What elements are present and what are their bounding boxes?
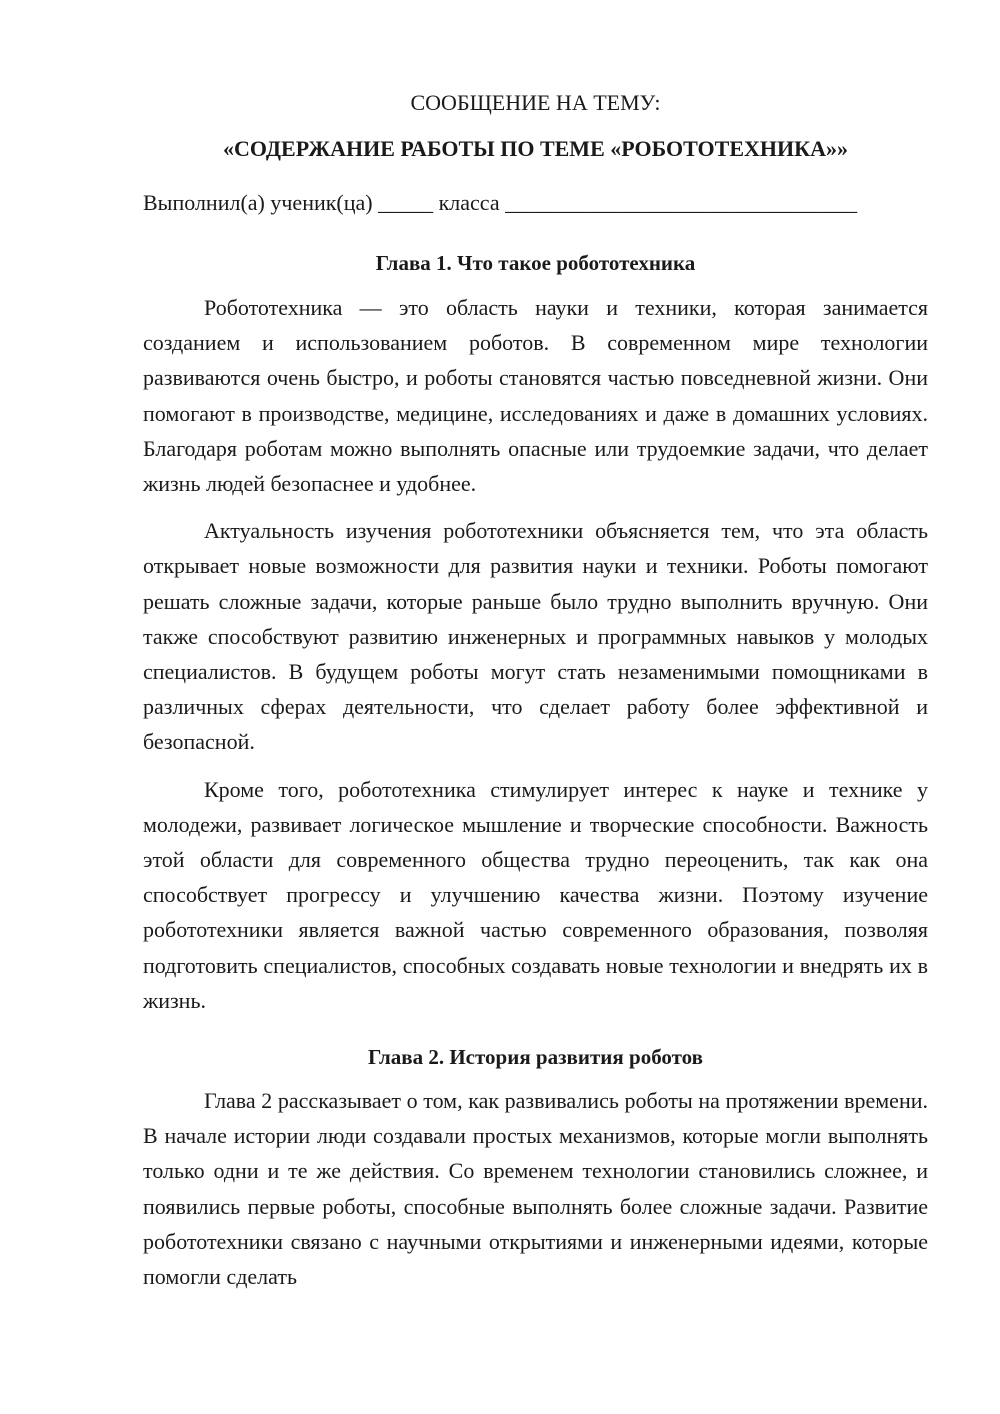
chapter-2-body — [143, 1083, 928, 1294]
chapter-1-paragraph-1: Робототехника — это область науки и техники, которая занимается созданием и использованием роботов. В современном мире технологии развиваются очень быстро, и роботы становятся частью повседневной жизни. Они помогают в производстве, медицине, исследованиях и даже в домашних условиях. Благодаря роботам можно выполнять опасные или трудоемкие задачи, что делает жизнь людей безопаснее и удобнее. — [143, 295, 928, 497]
chapter-1-paragraph-2: Актуальность изучения робототехники объясняется тем, что эта область открывает новые возможности для развития науки и техники. Роботы помогают решать сложные задачи, которые раньше было трудно выполнить вручную. Они также способствуют развитию инженерных и программных навыков у молодых специалистов. В будущем роботы могут стать незаменимыми помощниками в различных сферах деятельности, что сделает работу более эффективной и безопасной. — [143, 518, 928, 755]
document-page — [143, 88, 928, 1294]
chapter-2-heading: Глава 2. История развития роботов — [367, 1045, 703, 1070]
document-title-line-1: СООБЩЕНИЕ НА ТЕМУ: — [410, 90, 661, 115]
chapter-1-heading: Глава 1. Что такое робототехника — [375, 251, 696, 275]
chapter-2-paragraph-1: Глава 2 рассказывает о том, как развивались роботы на протяжении времени. В начале истории люди создавали простых механизмов, которые могли выполнять только одни и те же действия. Со временем технологии становились сложнее, и появились первые роботы, способные выполнять более сложные задачи. Развитие робототехники связано с научными открытиями и инженерными идеями, которые помогли сделать — [143, 1088, 928, 1290]
document-title-line-2: «СОДЕРЖАНИЕ РАБОТЫ ПО ТЕМЕ «РОБОТОТЕХНИКА»» — [223, 136, 848, 161]
chapter-1-paragraph-3: Кроме того, робототехника стимулирует интерес к науке и технике у молодежи, развивает логическое мышление и творческие способности. Важность этой области для современного общества трудно переоценить, так как она способствует прогрессу и улучшению качества жизни. Поэтому изучение робототехники является важной частью современного образования, позволяя подготовить специалистов, способных создавать новые технологии и внедрять их в жизнь. — [143, 776, 928, 1013]
author-line: Выполнил(а) ученик(ца) _____ класса ________________________________ — [143, 190, 858, 215]
